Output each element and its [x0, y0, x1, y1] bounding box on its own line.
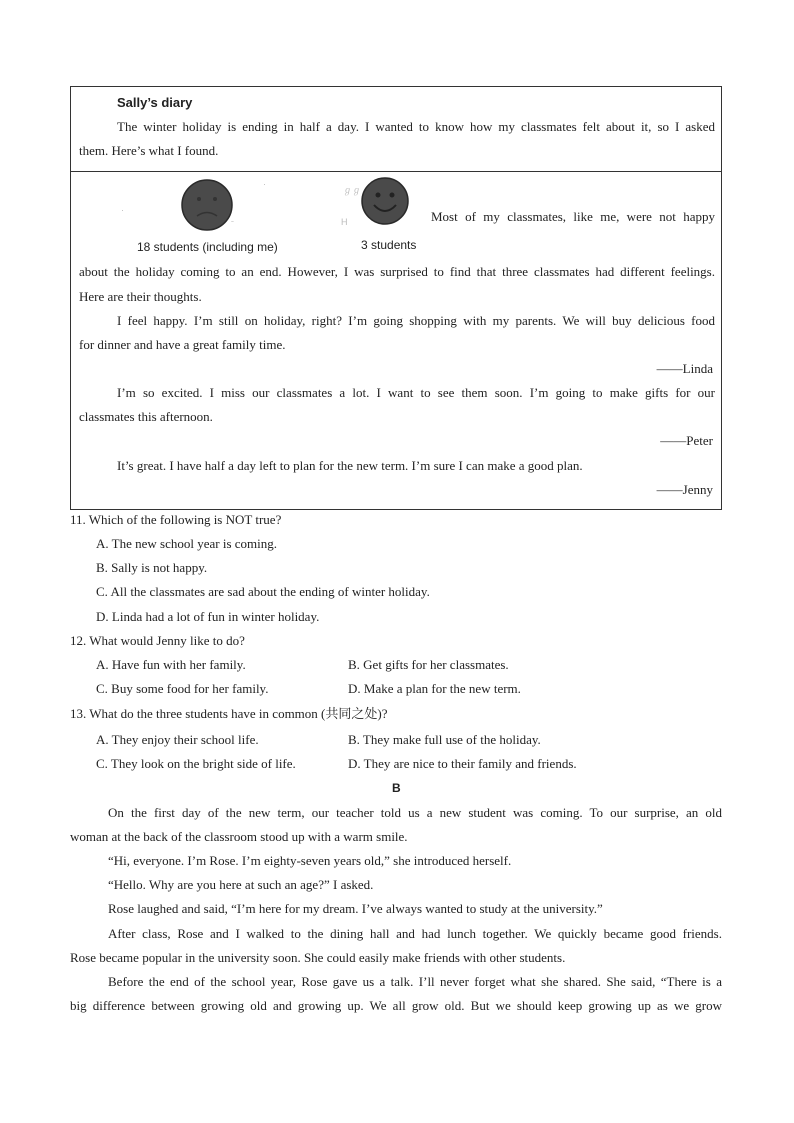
passage-b-line: After class, Rose and I walked to the dining hall and had lunch together. We quickly became good friends. [108, 926, 722, 941]
faint-mark: ˉ [231, 219, 234, 229]
q13-option-a: A. They enjoy their school life. [96, 732, 259, 747]
q12-option-d: D. Make a plan for the new term. [348, 681, 521, 696]
question-11-stem: 11. Which of the following is NOT true? [70, 512, 282, 527]
section-b-label: B [392, 781, 401, 795]
peter-signature: ——Peter [660, 433, 713, 448]
happy-face-icon [361, 177, 409, 225]
q11-option-b: B. Sally is not happy. [96, 560, 208, 575]
faint-mark: · [263, 179, 266, 189]
para1-line2: about the holiday coming to an end. However, I was surprised to find that three classmates had different feelings. [79, 264, 715, 279]
q12-option-b: B. Get gifts for her classmates. [348, 657, 509, 672]
q13-option-d: D. They are nice to their family and friends. [348, 756, 577, 771]
faint-mark: ℊℊ [343, 185, 362, 195]
jenny-signature: ——Jenny [656, 482, 713, 497]
faint-mark: · [121, 205, 124, 215]
para1-line3: Here are their thoughts. [79, 289, 202, 304]
q11-option-d: D. Linda had a lot of fun in winter holiday. [96, 609, 320, 624]
peter-line2: classmates this afternoon. [79, 409, 213, 424]
q12-option-c: C. Buy some food for her family. [96, 681, 269, 696]
passage-b-line: On the first day of the new term, our teacher told us a new student was coming. To our surprise, an old [108, 805, 722, 820]
happy-face-figure [361, 177, 409, 229]
passage-b-line: “Hello. Why are you here at such an age?” I asked. [108, 877, 374, 892]
diary-intro-line1: The winter holiday is ending in half a day. I wanted to know how my classmates felt about it, so I asked [117, 119, 715, 134]
passage-b-line: “Hi, everyone. I’m Rose. I’m eighty-seven years old,” she introduced herself. [108, 853, 512, 868]
happy-face-caption: 3 students [361, 238, 417, 252]
q12-option-a: A. Have fun with her family. [96, 657, 246, 672]
diary-box [70, 86, 722, 510]
passage-b-line: woman at the back of the classroom stood up with a warm smile. [70, 829, 408, 844]
q13-option-c: C. They look on the bright side of life. [96, 756, 296, 771]
passage-b-line: Rose became popular in the university soon. She could easily make friends with other students. [70, 950, 566, 965]
passage-b-line: big difference between growing old and growing up. We all grow old. But we should keep growing up as we grow [70, 998, 722, 1013]
q11-option-a: A. The new school year is coming. [96, 536, 277, 551]
q11-option-c: C. All the classmates are sad about the ending of winter holiday. [96, 584, 430, 599]
para1-line1: Most of my classmates, like me, were not happy [431, 209, 715, 224]
diary-header [71, 87, 721, 172]
q13-option-b: B. They make full use of the holiday. [348, 732, 541, 747]
faint-mark: H [341, 217, 348, 227]
linda-line1: I feel happy. I’m still on holiday, right? I’m going shopping with my parents. We will buy delicious food [117, 313, 715, 328]
diary-title: Sally’s diary [117, 95, 193, 110]
sad-face-caption: 18 students (including me) [137, 240, 278, 254]
passage-b-line: Rose laughed and said, “I’m here for my dream. I’ve always wanted to study at the university.” [108, 901, 603, 916]
jenny-line1: It’s great. I have half a day left to plan for the new term. I’m sure I can make a good plan. [117, 458, 583, 473]
question-13-stem: 13. What do the three students have in common (共同之处)? [70, 706, 388, 721]
question-12-stem: 12. What would Jenny like to do? [70, 633, 245, 648]
peter-line1: I’m so excited. I miss our classmates a lot. I want to see them soon. I’m going to make gifts for our [117, 385, 715, 400]
passage-b-line: Before the end of the school year, Rose gave us a talk. I’ll never forget what she shared. She said, “There is a [108, 974, 722, 989]
linda-signature: ——Linda [656, 361, 713, 376]
sad-face-icon [181, 179, 233, 231]
sad-face-figure [181, 179, 233, 235]
linda-line2: for dinner and have a great family time. [79, 337, 286, 352]
diary-intro-line2: them. Here’s what I found. [79, 143, 219, 158]
